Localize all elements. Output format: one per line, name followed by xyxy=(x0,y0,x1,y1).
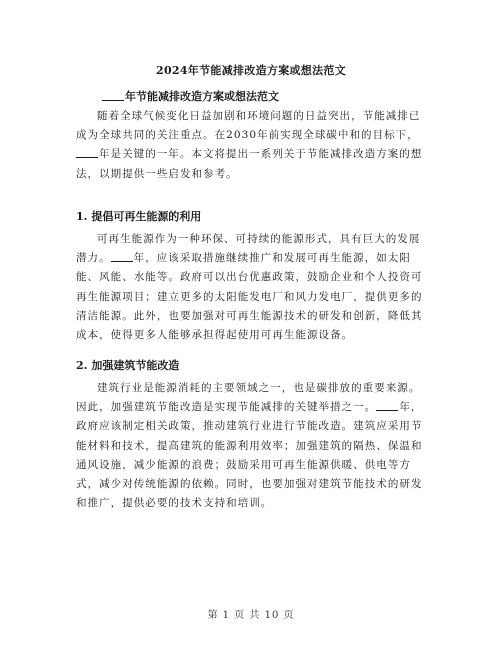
section2-line: 式，减少对传统能源的依赖。同时，也要加强对建筑节能技术的研发 xyxy=(76,478,423,491)
section2-line-text: 年， xyxy=(399,401,423,414)
section1-heading: 1. 提倡可再生能源的利用 xyxy=(76,210,202,223)
fill-blank xyxy=(111,251,133,262)
section1-line: 清洁能源。此外，也要加强对可再生能源技术的研发和创新，降低其 xyxy=(76,309,423,322)
section1-line-text: 年，应该采取措施继续推广和发展可再生能源，如太阳 xyxy=(133,252,411,265)
intro-paragraph xyxy=(76,107,426,184)
section1-line: 成本，使得更多人能够承担得起使用可再生能源设备。 xyxy=(76,329,354,342)
section1-paragraph xyxy=(76,230,426,345)
section2-line: 和推广，提供必要的技术支持和培训。 xyxy=(76,497,273,510)
section1-line: 能、风能、水能等。政府可以出台优惠政策，鼓励企业和个人投资可 xyxy=(76,271,423,284)
intro-line: 法，以期提供一些启发和参考。 xyxy=(76,167,238,180)
subtitle-text: 年节能减排改造方案或想法范文 xyxy=(125,90,279,103)
document-subtitle xyxy=(102,88,279,104)
section1-line: 再生能源项目；建立更多的太阳能发电厂和风力发电厂，提供更多的 xyxy=(76,290,423,303)
section1-line xyxy=(76,249,426,268)
section2-line: 政府应该制定相关政策，推动建筑行业进行节能改造。建筑应采用节 xyxy=(76,420,423,433)
fill-blank xyxy=(76,147,98,158)
section2-line: 能材料和技术，提高建筑的能源利用效率；加强建筑的隔热、保温和 xyxy=(76,439,423,452)
document-title: 2024年节能减排改造方案或想法范文 xyxy=(155,64,346,77)
section2-heading: 2. 加强建筑节能改造 xyxy=(76,359,180,372)
intro-line: 随着全球气候变化日益加剧和环境问题的日益突出，节能减排已 xyxy=(97,110,421,122)
section2-line: 建筑行业是能源消耗的主要领域之一，也是碳排放的重要来源。 xyxy=(97,382,421,394)
section1-line-text: 潜力。 xyxy=(76,252,111,265)
section2-line-text: 因此，加强建筑节能改造是实现节能减排的关键举措之一。 xyxy=(76,401,377,414)
section2-paragraph xyxy=(76,379,426,513)
intro-line: 成为全球共同的关注重点。在2030年前实现全球碳中和的目标下， xyxy=(76,129,419,142)
page-footer: 第 1 页 共 10 页 xyxy=(207,610,295,621)
fill-blank xyxy=(102,90,124,101)
section2-line: 通风设施，减少能源的浪费；鼓励采用可再生能源供暖、供电等方 xyxy=(76,458,411,471)
section1-line: 可再生能源作为一种环保、可持续的能源形式，具有巨大的发展 xyxy=(97,233,421,245)
intro-line xyxy=(76,145,426,164)
fill-blank xyxy=(376,400,398,411)
section2-line xyxy=(76,398,426,417)
intro-line-text: 年是关键的一年。本文将提出一系列关于节能减排改造方案的想 xyxy=(99,148,423,161)
